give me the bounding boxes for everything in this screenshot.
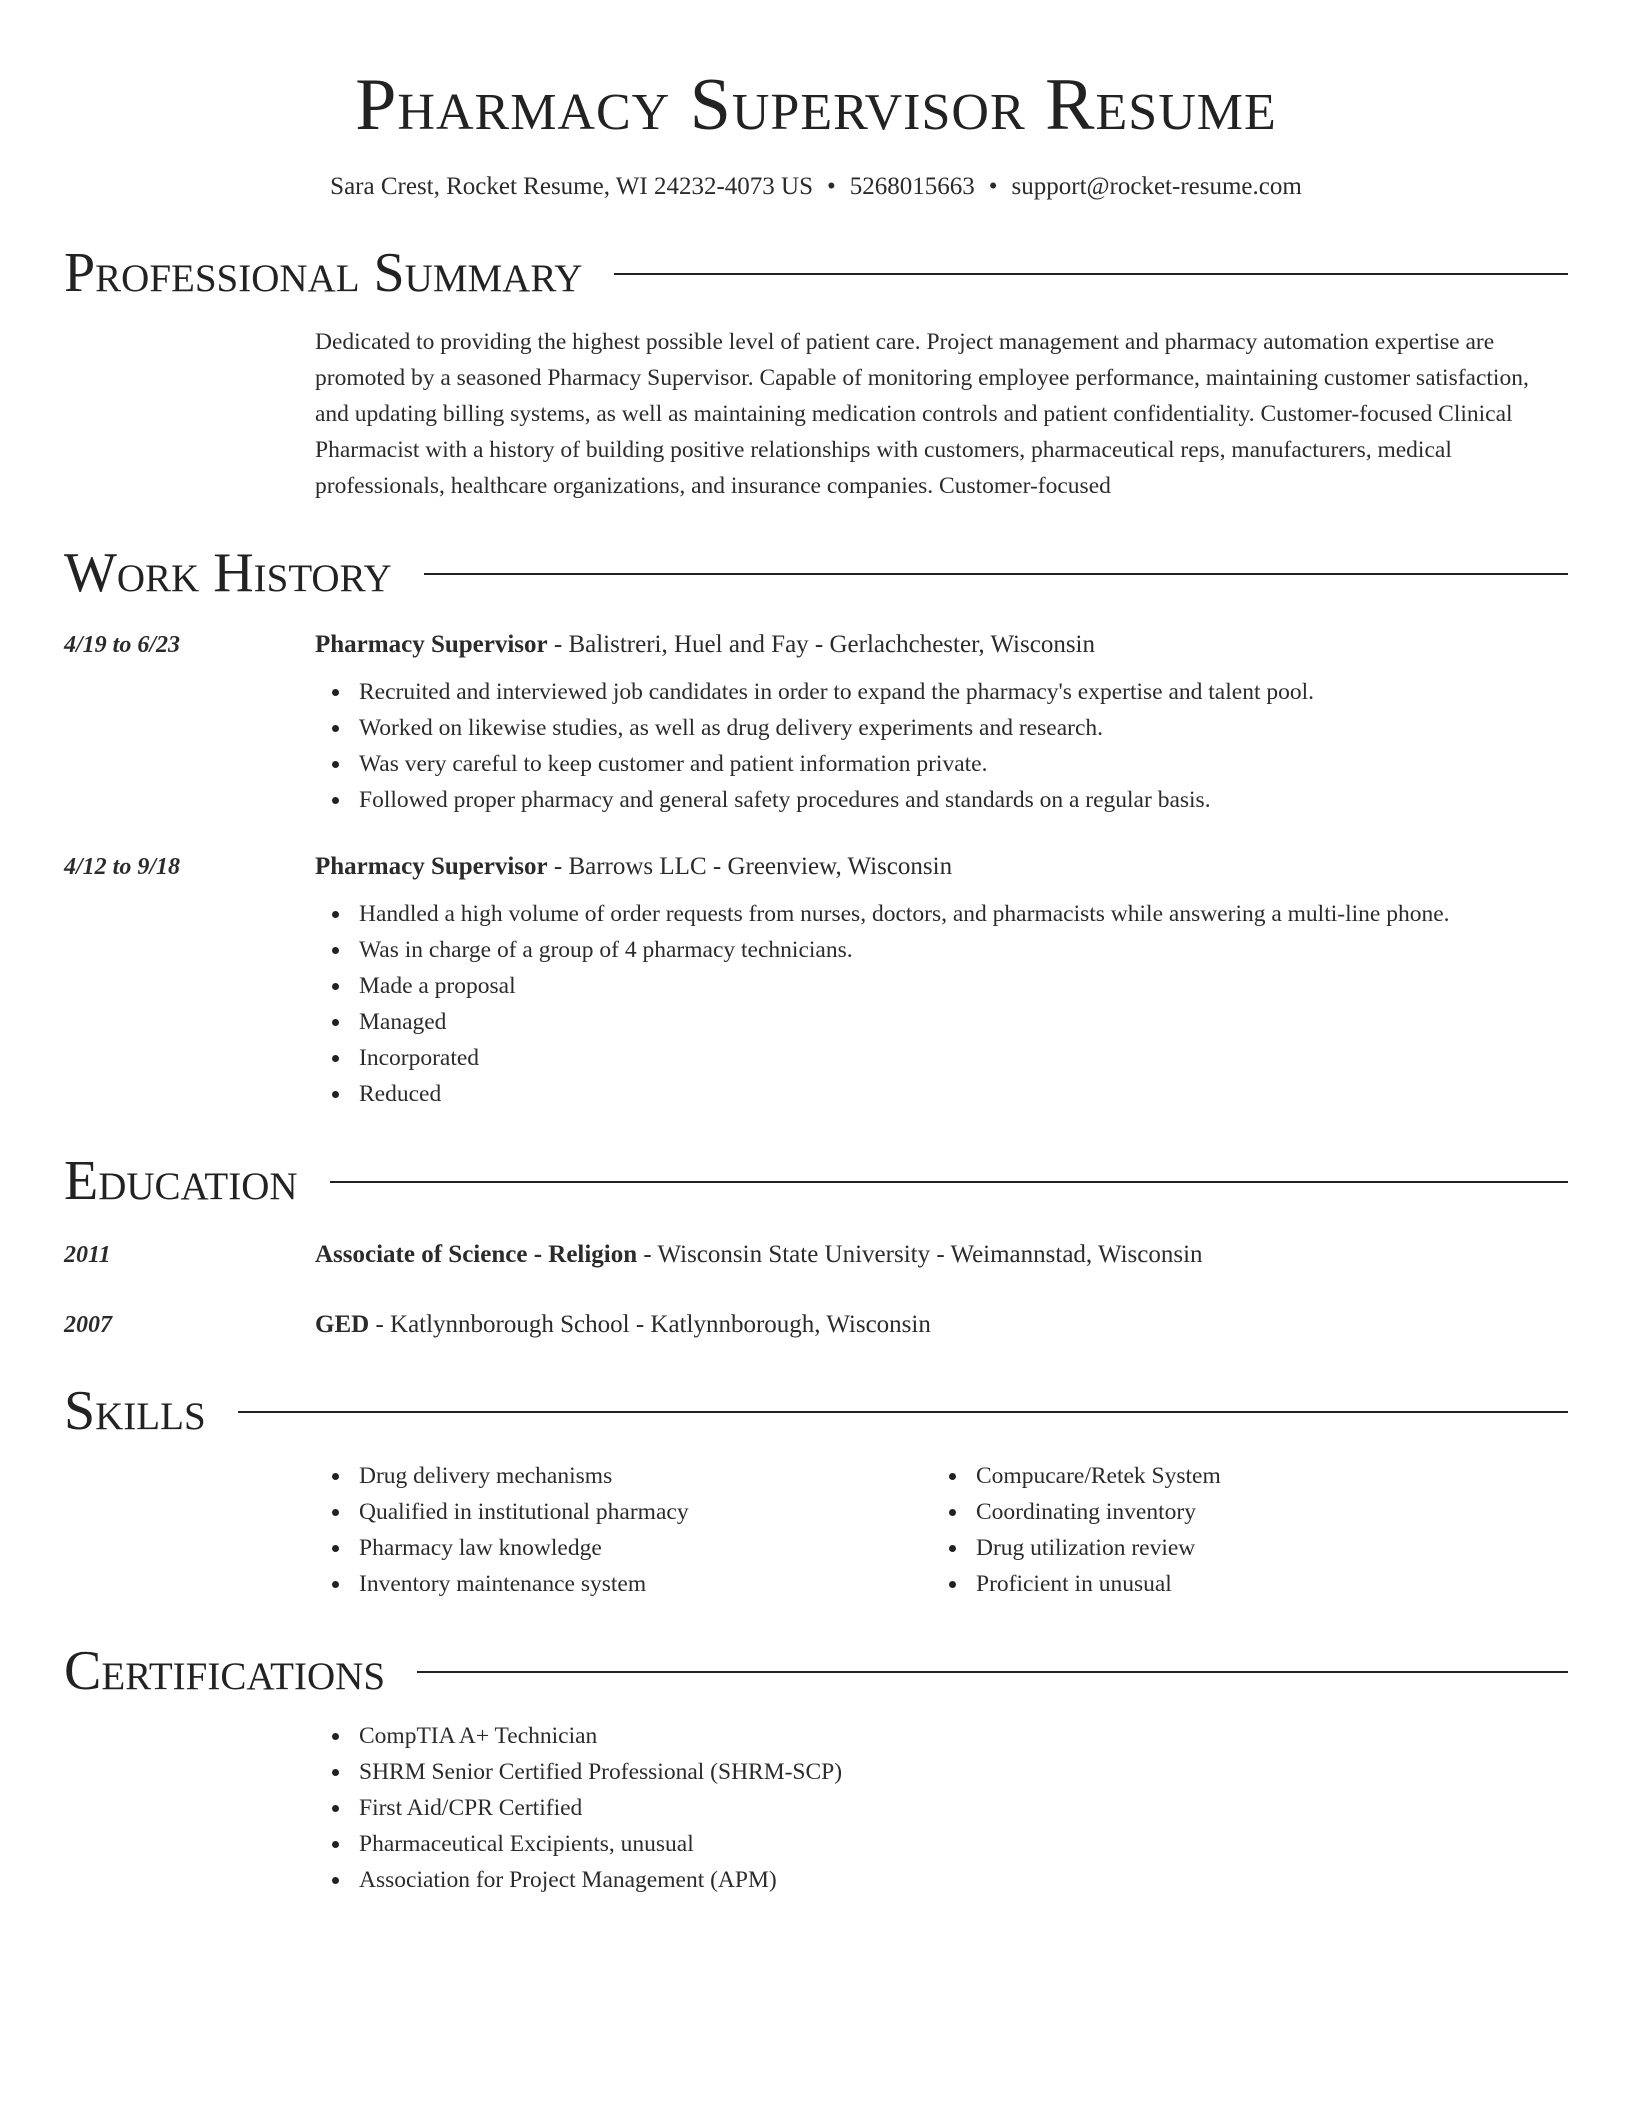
certifications-list bbox=[315, 1718, 1568, 1898]
work-section-header bbox=[64, 542, 1568, 604]
skill-item: Inventory maintenance system bbox=[359, 1566, 932, 1602]
summary-section-header bbox=[64, 242, 1568, 304]
skill-item: Qualified in institutional pharmacy bbox=[359, 1494, 932, 1530]
job-body bbox=[315, 628, 1568, 818]
contact-separator: • bbox=[988, 173, 998, 200]
certification-item: Association for Project Management (APM) bbox=[359, 1862, 1568, 1898]
certification-item: CompTIA A+ Technician bbox=[359, 1718, 1568, 1754]
job-dates: 4/12 to 9/18 bbox=[64, 854, 181, 880]
skill-item: Pharmacy law knowledge bbox=[359, 1530, 932, 1566]
job-body bbox=[315, 850, 1568, 1112]
education-year: 2007 bbox=[64, 1312, 112, 1338]
education-section-header bbox=[64, 1150, 1568, 1212]
summary-text: Dedicated to providing the highest possible level of patient care. Project management and pharmacy automation expertise are promoted by a seasoned Pharmacy Supervisor. Capable of monitoring employee performance, maintaining customer satisfaction, and updating billing systems, as well as maintaining medication controls and patient confidentiality. Customer-focused Clinical Pharmacist with a history of building positive relationships with customers, pharmaceutical reps, manufacturers, medical professionals, healthcare organizations, and insurance companies. Customer-focused bbox=[315, 329, 1529, 499]
summary-heading: Professional Summary bbox=[64, 242, 583, 304]
job-employer: - Barrows LLC - Greenview, Wisconsin bbox=[547, 853, 953, 880]
job-entry bbox=[64, 628, 1568, 818]
contact-email: support@rocket-resume.com bbox=[1011, 173, 1302, 200]
education-degree: Associate of Science - Religion bbox=[315, 1241, 638, 1268]
job-entry bbox=[64, 850, 1568, 1112]
contact-address: Sara Crest, Rocket Resume, WI 24232-4073 US bbox=[330, 173, 813, 200]
job-duty: Managed bbox=[359, 1004, 1568, 1040]
section-divider bbox=[238, 1411, 1568, 1413]
skills-grid bbox=[315, 1458, 1568, 1602]
certifications-section-header bbox=[64, 1640, 1568, 1702]
section-divider bbox=[330, 1181, 1568, 1183]
education-entry bbox=[64, 1308, 1568, 1342]
certification-item: SHRM Senior Certified Professional (SHRM-SCP) bbox=[359, 1754, 1568, 1790]
job-duty: Was very careful to keep customer and patient information private. bbox=[359, 746, 1568, 782]
skill-item: Coordinating inventory bbox=[976, 1494, 1549, 1530]
contact-phone: 5268015663 bbox=[849, 173, 975, 200]
job-duty: Made a proposal bbox=[359, 968, 1568, 1004]
skills-list-left bbox=[315, 1458, 932, 1602]
education-entry bbox=[64, 1238, 1568, 1272]
education-heading-line bbox=[315, 1238, 1203, 1272]
job-duty: Incorporated bbox=[359, 1040, 1568, 1076]
job-heading bbox=[315, 850, 1568, 884]
job-duties-list bbox=[315, 674, 1568, 818]
skills-section-header bbox=[64, 1380, 1568, 1442]
education-heading: Education bbox=[64, 1150, 298, 1212]
job-duty: Followed proper pharmacy and general safety procedures and standards on a regular basis. bbox=[359, 782, 1568, 818]
education-heading-line bbox=[315, 1308, 931, 1342]
job-duty: Reduced bbox=[359, 1076, 1568, 1112]
certification-item: Pharmaceutical Excipients, unusual bbox=[359, 1826, 1568, 1862]
contact-separator: • bbox=[826, 173, 836, 200]
job-duties-list bbox=[315, 896, 1568, 1112]
work-heading: Work History bbox=[64, 542, 392, 604]
job-employer: - Balistreri, Huel and Fay - Gerlachchester, Wisconsin bbox=[547, 631, 1095, 658]
education-degree: GED bbox=[315, 1311, 370, 1338]
job-title: Pharmacy Supervisor bbox=[315, 631, 548, 658]
job-title: Pharmacy Supervisor bbox=[315, 853, 548, 880]
skill-item: Proficient in unusual bbox=[976, 1566, 1549, 1602]
education-school: - Katlynnborough School - Katlynnborough, Wisconsin bbox=[369, 1311, 931, 1338]
skill-item: Drug delivery mechanisms bbox=[359, 1458, 932, 1494]
section-divider bbox=[614, 273, 1568, 275]
job-duty: Was in charge of a group of 4 pharmacy technicians. bbox=[359, 932, 1568, 968]
education-year: 2011 bbox=[64, 1242, 111, 1268]
certifications-heading: Certifications bbox=[64, 1640, 386, 1702]
job-heading bbox=[315, 628, 1568, 662]
job-duty: Recruited and interviewed job candidates in order to expand the pharmacy's expertise and talent pool. bbox=[359, 674, 1568, 710]
certification-item: First Aid/CPR Certified bbox=[359, 1790, 1568, 1826]
skill-item: Compucare/Retek System bbox=[976, 1458, 1549, 1494]
contact-line bbox=[64, 170, 1568, 204]
job-duty: Handled a high volume of order requests from nurses, doctors, and pharmacists while answering a multi-line phone. bbox=[359, 896, 1568, 932]
job-duty: Worked on likewise studies, as well as drug delivery experiments and research. bbox=[359, 710, 1568, 746]
skill-item: Drug utilization review bbox=[976, 1530, 1549, 1566]
resume-title: Pharmacy Supervisor Resume bbox=[355, 64, 1277, 146]
section-divider bbox=[424, 573, 1568, 575]
education-school: - Wisconsin State University - Weimannstad, Wisconsin bbox=[637, 1241, 1203, 1268]
skills-list-right bbox=[932, 1458, 1549, 1602]
section-divider bbox=[417, 1671, 1568, 1673]
job-dates: 4/19 to 6/23 bbox=[64, 632, 181, 658]
skills-heading: Skills bbox=[64, 1380, 206, 1442]
certifications-block bbox=[315, 1718, 1568, 1898]
